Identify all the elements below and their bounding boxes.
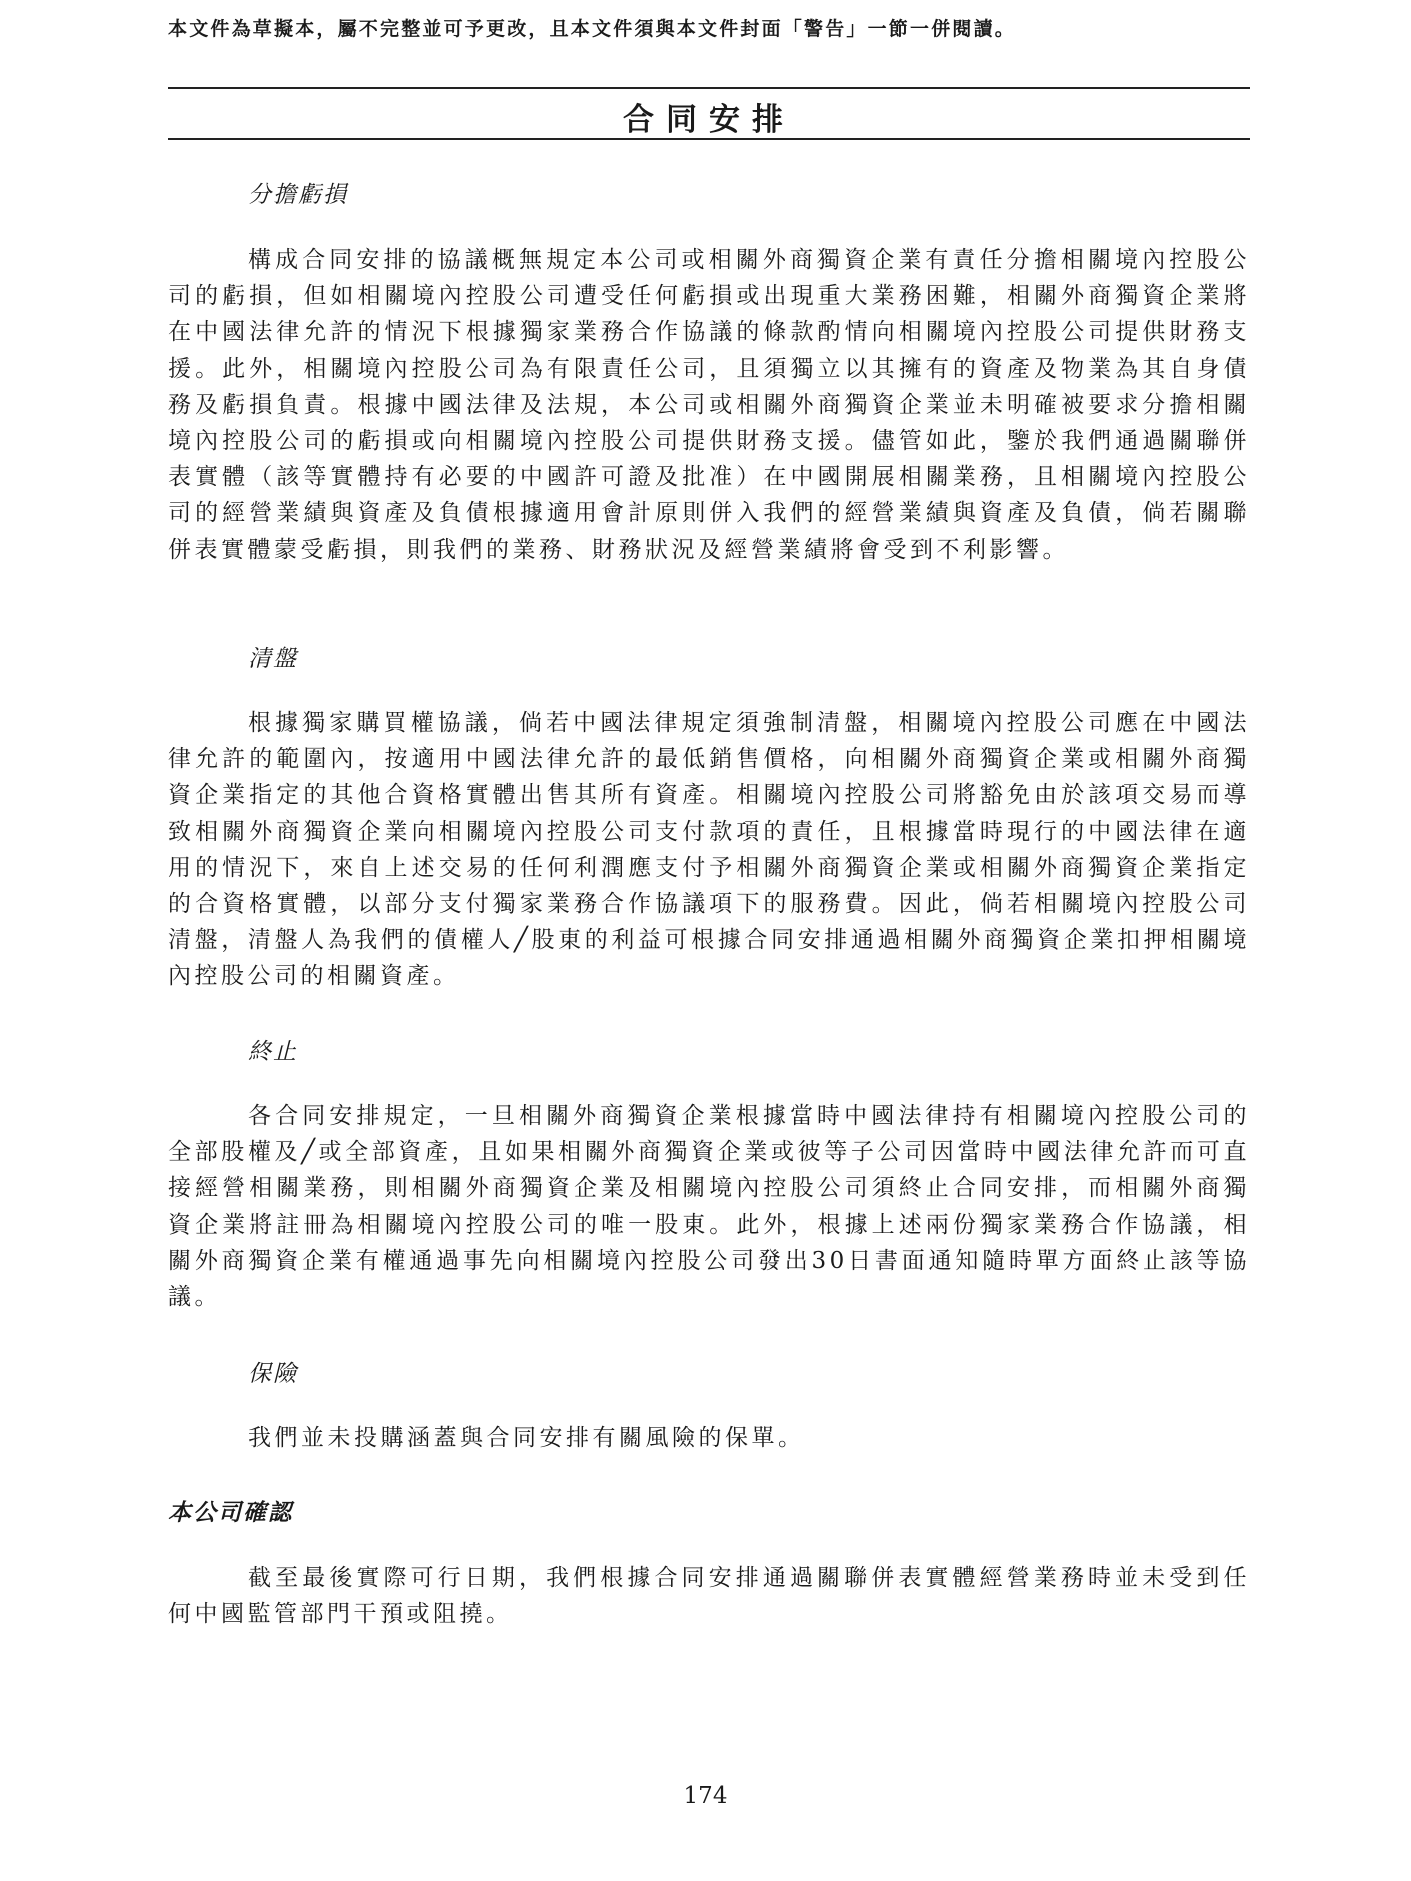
- section-body-company-confirmation: 截至最後實際可行日期，我們根據合同安排通過關聯併表實體經營業務時並未受到任何中國監管部門干預或阻撓。: [168, 1565, 1250, 1628]
- section-heading-termination: 終止: [248, 1039, 298, 1065]
- section-body-termination: 各合同安排規定，一旦相關外商獨資企業根據當時中國法律持有相關境內控股公司的全部股權及╱或全部資產，且如果相關外商獨資企業或彼等子公司因當時中國法律允許而可直接經營相關業務，則相關外商獨資企業及相關境內控股公司須終止合同安排，而相關外商獨資企業將註冊為相關境內控股公司的唯一股東。此外，根據上述兩份獨家業務合作協議，相關外商獨資企業有權通過事先向相關境內控股公司發出30日書面通知隨時單方面終止該等協議。: [168, 1103, 1250, 1311]
- section-heading-company-confirmation: 本公司確認: [168, 1499, 293, 1526]
- page-number: 174: [683, 1783, 728, 1809]
- title-bottom-rule: [168, 138, 1250, 140]
- section-heading-liquidation: 清盤: [248, 646, 298, 672]
- section-body-liquidation: 根據獨家購買權協議，倘若中國法律規定須強制清盤，相關境內控股公司應在中國法律允許的範圍內，按適用中國法律允許的最低銷售價格，向相關外商獨資企業或相關外商獨資企業指定的其他合資格實體出售其所有資產。相關境內控股公司將豁免由於該項交易而導致相關外商獨資企業向相關境內控股公司支付款項的責任，且根據當時現行的中國法律在適用的情況下，來自上述交易的任何利潤應支付予相關外商獨資企業或相關外商獨資企業指定的合資格實體，以部分支付獨家業務合作協議項下的服務費。因此，倘若相關境內控股公司清盤，清盤人為我們的債權人╱股東的利益可根據合同安排通過相關外商獨資企業扣押相關境內控股公司的相關資產。: [168, 710, 1250, 990]
- section-body-insurance: 我們並未投購涵蓋與合同安排有關風險的保單。: [248, 1425, 805, 1451]
- title-top-rule: [168, 87, 1250, 89]
- section-body-loss-sharing: 構成合同安排的協議概無規定本公司或相關外商獨資企業有責任分擔相關境內控股公司的虧損，但如相關境內控股公司遭受任何虧損或出現重大業務困難，相關外商獨資企業將在中國法律允許的情況下根據獨家業務合作協議的條款酌情向相關境內控股公司提供財務支援。此外，相關境內控股公司為有限責任公司，且須獨立以其擁有的資產及物業為其自身債務及虧損負責。根據中國法律及法規，本公司或相關外商獨資企業並未明確被要求分擔相關境內控股公司的虧損或向相關境內控股公司提供財務支援。儘管如此，鑒於我們通過關聯併表實體（該等實體持有必要的中國許可證及批准）在中國開展相關業務，且相關境內控股公司的經營業績與資產及負債根據適用會計原則併入我們的經營業績與資產及負債，倘若關聯併表實體蒙受虧損，則我們的業務、財務狀況及經營業績將會受到不利影響。: [168, 247, 1250, 563]
- draft-warning-note: 本文件為草擬本，屬不完整並可予更改，且本文件須與本文件封面「警告」一節一併閱讀。: [168, 18, 1017, 40]
- section-heading-insurance: 保險: [248, 1361, 298, 1387]
- section-heading-loss-sharing: 分擔虧損: [248, 182, 348, 208]
- page-title: 合同安排: [623, 102, 795, 138]
